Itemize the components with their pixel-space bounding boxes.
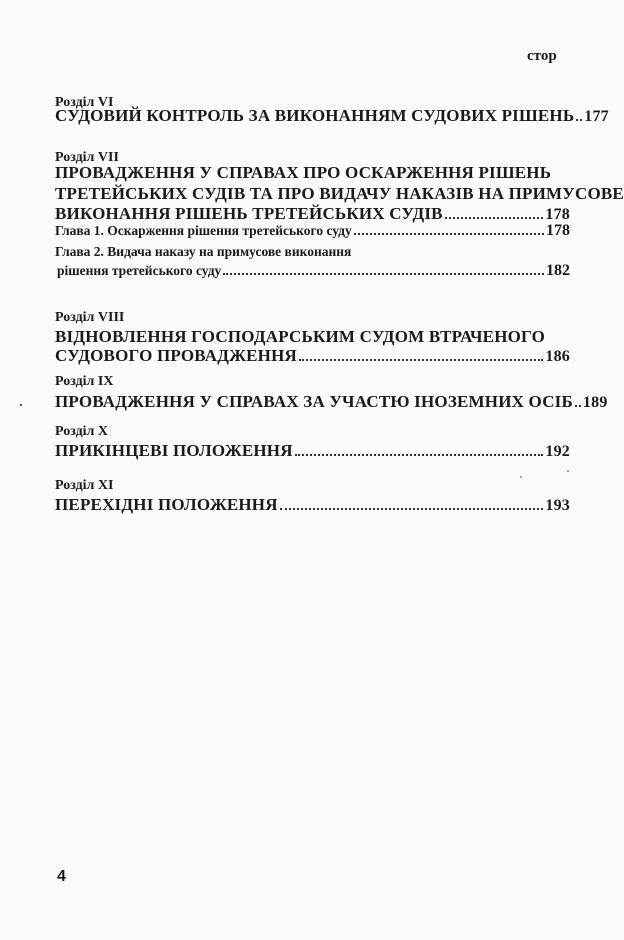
dot-leader — [354, 233, 544, 235]
page-number: 178 — [545, 206, 570, 223]
section-label: Розділ X — [55, 424, 109, 439]
section-label: Розділ VII — [55, 150, 119, 165]
page-number: 182 — [546, 262, 570, 279]
section-title: ТРЕТЕЙСЬКИХ СУДІВ ТА ПРО ВИДАЧУ НАКАЗІВ НА ПРИМУСОВЕ — [55, 184, 624, 203]
toc-entry[interactable] — [55, 346, 570, 366]
page-number: 189 — [582, 394, 608, 411]
dot-leader — [295, 454, 544, 456]
dot-leader — [445, 217, 544, 219]
toc-entry[interactable] — [55, 106, 609, 126]
section-title: СУДОВИЙ КОНТРОЛЬ ЗА ВИКОНАННЯМ СУДОВИХ РІШЕНЬ — [55, 106, 575, 125]
page-number: 193 — [545, 497, 570, 514]
dot-leader — [223, 273, 544, 275]
dot-leader — [575, 405, 581, 407]
chapter-title: Глава 2. Видача наказу на примусове виконання — [55, 244, 352, 259]
scan-speck — [20, 404, 22, 406]
footer-page-number: 4 — [57, 868, 66, 885]
dot-leader — [299, 359, 543, 361]
dot-leader — [576, 119, 582, 121]
page-number: 177 — [584, 108, 609, 125]
section-title: ПРИКІНЦЕВІ ПОЛОЖЕННЯ — [55, 441, 293, 460]
section-label: Розділ VI — [55, 95, 114, 110]
section-title: ВІДНОВЛЕННЯ ГОСПОДАРСЬКИМ СУДОМ ВТРАЧЕНОГО — [55, 327, 546, 346]
scan-speck — [567, 470, 569, 472]
section-label: Розділ XI — [55, 478, 114, 493]
toc-entry[interactable] — [55, 392, 608, 412]
scan-speck — [520, 476, 522, 478]
section-title: ПРОВАДЖЕННЯ У СПРАВАХ ПРО ОСКАРЖЕННЯ РІШЕНЬ — [55, 163, 552, 182]
section-title: ВИКОНАННЯ РІШЕНЬ ТРЕТЕЙСЬКИХ СУДІВ — [55, 204, 443, 223]
section-title: ПЕРЕХІДНІ ПОЛОЖЕННЯ — [55, 495, 278, 514]
section-title: ПРОВАДЖЕННЯ У СПРАВАХ ЗА УЧАСТЮ ІНОЗЕМНИХ ОСІБ — [55, 392, 573, 411]
page-column-label: стор — [527, 48, 557, 64]
page-number: 192 — [545, 443, 570, 460]
page-number: 186 — [545, 348, 570, 365]
chapter-title: Глава 1. Оскарження рішення третейського суду — [55, 223, 352, 238]
section-title: СУДОВОГО ПРОВАДЖЕННЯ — [55, 346, 297, 365]
toc-chapter[interactable] — [55, 262, 570, 280]
dot-leader — [280, 508, 544, 510]
section-label: Розділ IX — [55, 374, 114, 389]
toc-entry[interactable] — [55, 495, 570, 515]
toc-chapter[interactable] — [55, 222, 570, 240]
toc-entry[interactable] — [55, 441, 570, 461]
toc-entry[interactable] — [55, 204, 570, 224]
section-label: Розділ VIII — [55, 310, 125, 325]
chapter-title: рішення третейського суду — [57, 263, 222, 278]
page-number: 178 — [546, 222, 570, 239]
